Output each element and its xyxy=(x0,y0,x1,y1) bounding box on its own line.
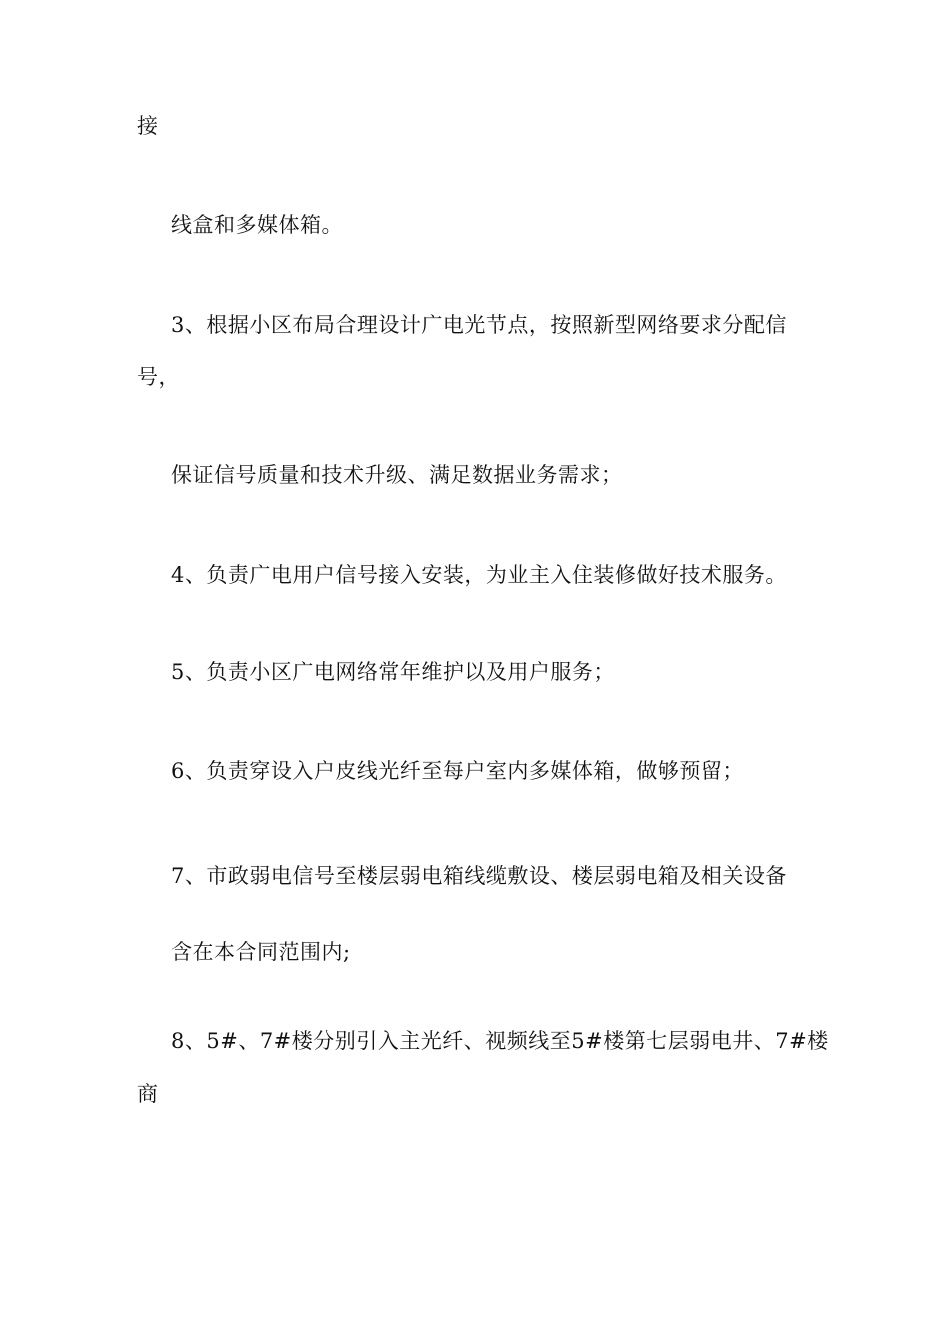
text-line: 6、负责穿设入户皮线光纤至每户室内多媒体箱，做够预留； xyxy=(171,759,744,783)
text-line: 8、5#、7#楼分别引入主光纤、视频线至5#楼第七层弱电井、7#楼 xyxy=(171,1029,829,1053)
text-line: 接 xyxy=(137,114,159,138)
text-line: 商 xyxy=(137,1082,159,1106)
text-line: 7、市政弱电信号至楼层弱电箱线缆敷设、楼层弱电箱及相关设备 xyxy=(171,864,787,888)
text-line: 含在本合同范围内; xyxy=(171,940,351,964)
text-line: 5、负责小区广电网络常年维护以及用户服务； xyxy=(171,660,615,684)
text-line: 线盒和多媒体箱。 xyxy=(171,213,343,237)
text-line: 4、负责广电用户信号接入安装，为业主入住装修做好技术服务。 xyxy=(171,563,787,587)
text-line: 保证信号质量和技术升级、满足数据业务需求； xyxy=(171,463,623,487)
text-line: 号， xyxy=(137,365,180,389)
text-line: 3、根据小区布局合理设计广电光节点，按照新型网络要求分配信 xyxy=(171,313,787,337)
